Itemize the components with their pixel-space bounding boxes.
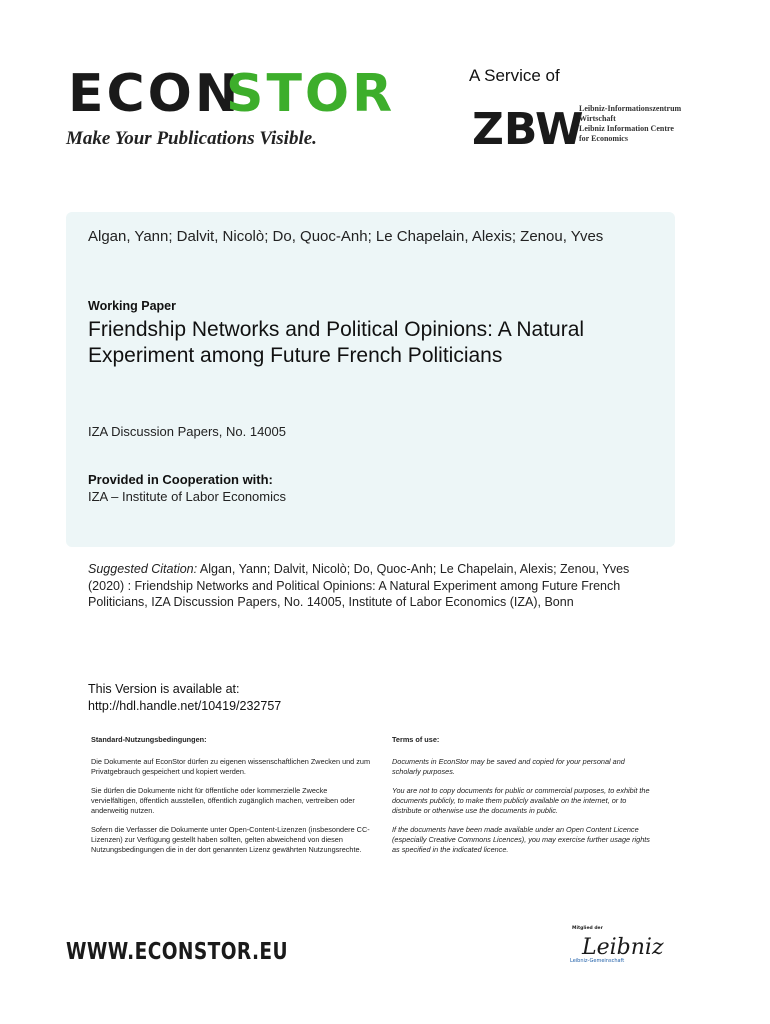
leibniz-script: Leibniz bbox=[582, 935, 664, 960]
service-of-label: A Service of bbox=[469, 66, 560, 85]
econstor-logo[interactable] bbox=[68, 64, 396, 124]
terms-german-paragraph: Sie dürfen die Dokumente nicht für öffentliche oder kommerzielle Zwecke vervielfältigen, öffentlich ausstellen, öffentlich zugänglich machen, vertreiben oder anderweitig nutzen. bbox=[91, 786, 355, 815]
terms-english-paragraph: Documents in EconStor may be saved and copied for your personal and scholarly purposes. bbox=[392, 757, 625, 776]
terms-english-paragraph: You are not to copy documents for public or commercial purposes, to exhibit the documents publicly, to make them publicly available on the internet, or to distribute or otherwise use the documents in public. bbox=[392, 786, 650, 815]
cooperation-institution: IZA – Institute of Labor Economics bbox=[88, 489, 286, 504]
zbw-line: Leibniz-Informationszentrum bbox=[579, 104, 682, 113]
citation-text: Algan, Yann; Dalvit, Nicolò; Do, Quoc-Anh; Le Chapelain, Alexis; Zenou, Yves (2020) : Friendship Networks and Political Opinions: A Natural Experiment among Future French Politicians, IZA Discussion Papers, No. 14005, Institute of Labor Economics (IZA), Bonn bbox=[88, 562, 630, 609]
econstor-logo-text-green: STOR bbox=[226, 64, 396, 124]
terms-english-heading: Terms of use: bbox=[392, 735, 440, 744]
paper-authors: Algan, Yann; Dalvit, Nicolò; Do, Quoc-Anh; Le Chapelain, Alexis; Zenou, Yves bbox=[88, 228, 604, 245]
cooperation-label: Provided in Cooperation with: bbox=[88, 472, 273, 487]
econstor-logo-text: ECON bbox=[68, 64, 242, 124]
econstor-website-link[interactable] bbox=[66, 937, 296, 963]
paper-title: Friendship Networks and Political Opinions: A Natural Experiment among Future French Politicians bbox=[88, 318, 585, 367]
website-url-text: WWW.ECONSTOR.EU bbox=[66, 939, 288, 965]
terms-english bbox=[392, 735, 652, 864]
zbw-logo[interactable] bbox=[472, 104, 584, 155]
citation-label: Suggested Citation: bbox=[88, 562, 198, 576]
terms-english-paragraph: If the documents have been made available under an Open Content Licence (especially Creative Commons Licences), you may exercise further usage rights as specified in the indicated licence. bbox=[392, 825, 650, 854]
zbw-logo-text: ZBW bbox=[472, 104, 584, 155]
handle-link[interactable]: http://hdl.handle.net/10419/232757 bbox=[88, 699, 282, 713]
tagline: Make Your Publications Visible. bbox=[66, 128, 317, 149]
terms-german-paragraph: Die Dokumente auf EconStor dürfen zu eigenen wissenschaftlichen Zwecken und zum Privatgebrauch gespeichert und kopiert werden. bbox=[91, 757, 371, 776]
leibniz-member-text: Mitglied der bbox=[572, 926, 603, 931]
suggested-citation bbox=[88, 561, 648, 611]
terms-german-heading: Standard-Nutzungsbedingungen: bbox=[91, 735, 207, 744]
zbw-line: Wirtschaft bbox=[579, 114, 616, 123]
version-label: This Version is available at: bbox=[88, 682, 240, 696]
zbw-line: Leibniz Information Centre bbox=[579, 124, 674, 133]
zbw-line: for Economics bbox=[579, 134, 628, 143]
paper-series: IZA Discussion Papers, No. 14005 bbox=[88, 424, 286, 439]
zbw-institution-name bbox=[579, 104, 681, 144]
leibniz-subtitle: Leibniz-Gemeinschaft bbox=[570, 958, 625, 964]
terms-german-paragraph: Sofern die Verfasser die Dokumente unter Open-Content-Lizenzen (insbesondere CC-Lizenzen) zur Verfügung gestellt haben sollten, gelten abweichend von diesen Nutzungsbedingungen die in der dort genannten Lizenz gewährten Nutzungsrechte. bbox=[91, 825, 370, 854]
document-type: Working Paper bbox=[88, 299, 176, 313]
terms-german bbox=[91, 735, 371, 864]
leibniz-logo[interactable] bbox=[566, 922, 664, 970]
